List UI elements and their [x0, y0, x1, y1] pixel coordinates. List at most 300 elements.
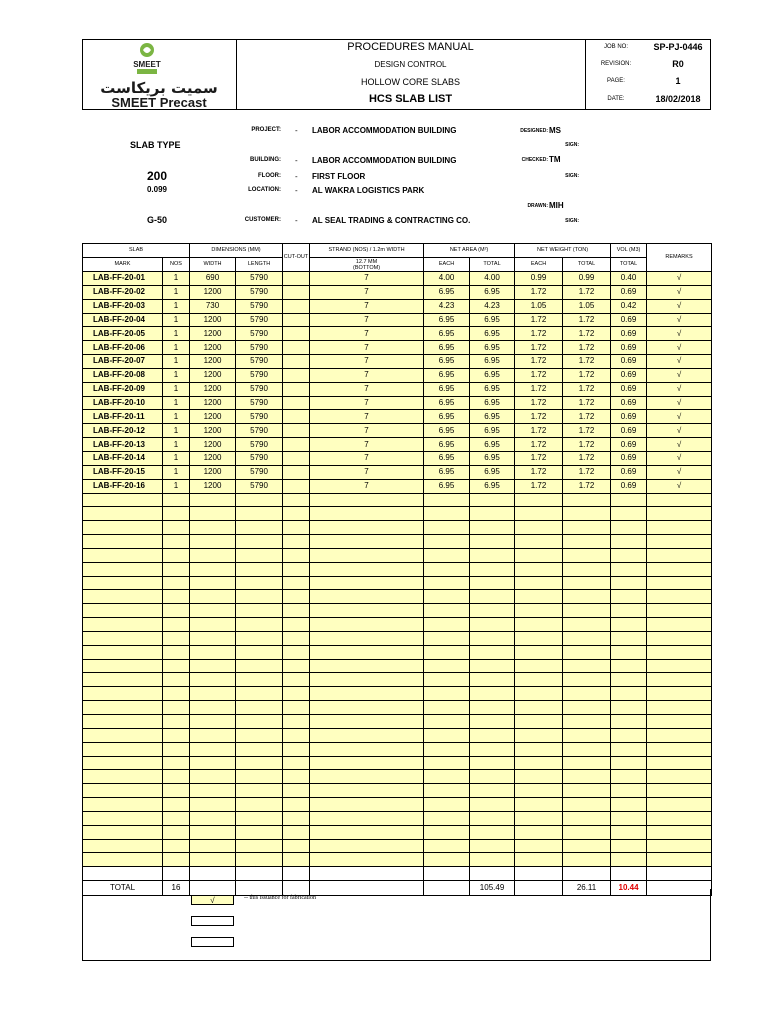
empty-cell: [563, 839, 611, 853]
cell-area-each: 6.95: [424, 479, 470, 493]
cell-cutout: [283, 438, 310, 452]
empty-cell: [515, 590, 563, 604]
empty-cell: [163, 853, 190, 867]
cell-mark: LAB-FF-20-05: [83, 327, 163, 341]
cell-vol-total: 0.69: [611, 341, 647, 355]
empty-cell: [236, 853, 283, 867]
empty-cell: [611, 631, 647, 645]
empty-cell: [424, 770, 470, 784]
checked-value: TM: [549, 155, 561, 164]
empty-cell: [236, 645, 283, 659]
empty-cell: [83, 673, 163, 687]
cell-cutout: [283, 355, 310, 369]
empty-cell: [424, 562, 470, 576]
cell-area-total: 6.95: [470, 368, 515, 382]
empty-cell: [310, 618, 424, 632]
empty-cell: [310, 715, 424, 729]
empty-table-row: [83, 576, 712, 590]
floor-value: FIRST FLOOR: [312, 172, 366, 181]
empty-cell: [163, 687, 190, 701]
empty-cell: [424, 853, 470, 867]
cell-nos: 1: [163, 285, 190, 299]
header-title-cell: [236, 40, 586, 109]
empty-cell: [470, 784, 515, 798]
empty-cell: [190, 618, 236, 632]
empty-cell: [470, 562, 515, 576]
empty-cell: [424, 825, 470, 839]
cell-weight-each: 1.72: [515, 341, 563, 355]
empty-cell: [611, 673, 647, 687]
empty-cell: [424, 756, 470, 770]
cell-remarks: √: [647, 299, 712, 313]
empty-cell: [515, 631, 563, 645]
cell-cutout: [283, 341, 310, 355]
job-no-value: SP-PJ-0446: [653, 42, 703, 52]
empty-cell: [310, 825, 424, 839]
empty-cell: [190, 784, 236, 798]
cutout-header: CUT-OUT: [283, 244, 310, 272]
empty-cell: [611, 590, 647, 604]
page-label: PAGE:: [607, 78, 625, 84]
empty-cell: [310, 728, 424, 742]
empty-cell: [515, 604, 563, 618]
cell-nos: 1: [163, 355, 190, 369]
empty-cell: [424, 798, 470, 812]
cell-mark: LAB-FF-20-15: [83, 465, 163, 479]
empty-cell: [515, 770, 563, 784]
slab-type-label: SLAB TYPE: [130, 140, 181, 150]
cell-area-total: 6.95: [470, 313, 515, 327]
empty-cell: [563, 687, 611, 701]
empty-cell: [647, 687, 712, 701]
cell-weight-total: 1.72: [563, 465, 611, 479]
empty-cell: [83, 811, 163, 825]
empty-cell: [236, 548, 283, 562]
empty-cell: [470, 604, 515, 618]
blank-cell: [190, 867, 236, 881]
cell-length: 5790: [236, 299, 283, 313]
blank-cell: [470, 867, 515, 881]
empty-cell: [190, 645, 236, 659]
blank-row: [83, 867, 712, 881]
remarks-header: REMARKS: [647, 244, 712, 272]
project-label: PROJECT:: [251, 127, 281, 133]
cell-strand: 7: [310, 355, 424, 369]
empty-checkbox-1[interactable]: [191, 916, 234, 926]
cell-mark: LAB-FF-20-07: [83, 355, 163, 369]
empty-cell: [163, 839, 190, 853]
empty-cell: [611, 659, 647, 673]
cell-length: 5790: [236, 396, 283, 410]
area-total-header: TOTAL: [470, 258, 515, 272]
cell-weight-each: 1.72: [515, 451, 563, 465]
cell-weight-each: 1.72: [515, 327, 563, 341]
empty-table-row: [83, 493, 712, 507]
empty-cell: [83, 535, 163, 549]
empty-cell: [163, 535, 190, 549]
empty-cell: [236, 493, 283, 507]
empty-checkbox-2[interactable]: [191, 937, 234, 947]
empty-cell: [611, 618, 647, 632]
designed-sign-label: SIGN:: [565, 142, 579, 148]
cell-mark: LAB-FF-20-09: [83, 382, 163, 396]
empty-cell: [424, 742, 470, 756]
empty-cell: [163, 604, 190, 618]
empty-cell: [163, 701, 190, 715]
empty-cell: [83, 798, 163, 812]
empty-cell: [283, 604, 310, 618]
empty-cell: [283, 728, 310, 742]
cell-strand: 7: [310, 479, 424, 493]
cell-area-total: 6.95: [470, 465, 515, 479]
empty-cell: [647, 604, 712, 618]
length-header: LENGTH: [236, 258, 283, 272]
empty-cell: [283, 631, 310, 645]
designed-value: MS: [549, 126, 561, 135]
cell-vol-total: 0.69: [611, 285, 647, 299]
empty-cell: [283, 798, 310, 812]
empty-table-row: [83, 618, 712, 632]
cell-strand: 7: [310, 285, 424, 299]
cell-area-total: 6.95: [470, 451, 515, 465]
empty-table-row: [83, 590, 712, 604]
table-sub-header-row: [83, 258, 712, 272]
empty-cell: [611, 756, 647, 770]
empty-cell: [563, 604, 611, 618]
cell-vol-total: 0.40: [611, 272, 647, 286]
cell-strand: 7: [310, 272, 424, 286]
cell-length: 5790: [236, 465, 283, 479]
customer-dash: -: [295, 216, 298, 225]
empty-cell: [83, 507, 163, 521]
empty-table-row: [83, 687, 712, 701]
blank-cell: [163, 867, 190, 881]
empty-cell: [236, 811, 283, 825]
empty-table-row: [83, 715, 712, 729]
table-row: [83, 451, 712, 465]
cell-cutout: [283, 272, 310, 286]
cell-remarks: √: [647, 313, 712, 327]
cell-weight-each: 0.99: [515, 272, 563, 286]
table-row: [83, 396, 712, 410]
empty-cell: [190, 742, 236, 756]
empty-cell: [163, 576, 190, 590]
blank-cell: [563, 867, 611, 881]
empty-cell: [83, 784, 163, 798]
empty-cell: [647, 701, 712, 715]
empty-cell: [236, 659, 283, 673]
empty-cell: [163, 742, 190, 756]
empty-cell: [310, 784, 424, 798]
weight-total-header: TOTAL: [563, 258, 611, 272]
empty-cell: [283, 548, 310, 562]
cell-width: 1200: [190, 465, 236, 479]
empty-cell: [283, 521, 310, 535]
empty-cell: [283, 659, 310, 673]
empty-cell: [236, 687, 283, 701]
project-info: [82, 118, 711, 230]
empty-cell: [515, 673, 563, 687]
empty-cell: [83, 562, 163, 576]
empty-cell: [163, 631, 190, 645]
location-dash: -: [295, 186, 298, 195]
cell-mark: LAB-FF-20-16: [83, 479, 163, 493]
cell-cutout: [283, 396, 310, 410]
empty-cell: [424, 811, 470, 825]
empty-cell: [515, 521, 563, 535]
location-value: AL WAKRA LOGISTICS PARK: [312, 186, 425, 195]
empty-cell: [470, 825, 515, 839]
empty-cell: [190, 798, 236, 812]
table-row: [83, 299, 712, 313]
empty-cell: [163, 770, 190, 784]
cell-strand: 7: [310, 313, 424, 327]
cell-width: 1200: [190, 438, 236, 452]
empty-cell: [163, 825, 190, 839]
empty-cell: [424, 493, 470, 507]
empty-cell: [310, 535, 424, 549]
table-row: [83, 327, 712, 341]
empty-cell: [647, 673, 712, 687]
cell-remarks: √: [647, 368, 712, 382]
empty-table-row: [83, 604, 712, 618]
empty-cell: [83, 590, 163, 604]
blank-cell: [83, 867, 163, 881]
empty-cell: [647, 715, 712, 729]
empty-cell: [515, 839, 563, 853]
revision-label: REVISION:: [600, 61, 632, 67]
cell-cutout: [283, 368, 310, 382]
cell-area-total: 6.95: [470, 382, 515, 396]
empty-cell: [563, 673, 611, 687]
cell-weight-each: 1.72: [515, 313, 563, 327]
empty-cell: [83, 728, 163, 742]
empty-cell: [515, 548, 563, 562]
date-value: 18/02/2018: [655, 94, 701, 104]
cell-cutout: [283, 410, 310, 424]
empty-cell: [424, 839, 470, 853]
empty-cell: [515, 493, 563, 507]
table-row: [83, 355, 712, 369]
empty-cell: [515, 715, 563, 729]
cell-width: 1200: [190, 327, 236, 341]
empty-cell: [190, 673, 236, 687]
cell-vol-total: 0.69: [611, 410, 647, 424]
empty-cell: [647, 728, 712, 742]
empty-cell: [470, 701, 515, 715]
empty-cell: [515, 742, 563, 756]
cell-width: 1200: [190, 479, 236, 493]
empty-cell: [190, 687, 236, 701]
blank-cell: [515, 867, 563, 881]
cell-vol-total: 0.69: [611, 368, 647, 382]
cell-mark: LAB-FF-20-04: [83, 313, 163, 327]
cell-remarks: √: [647, 285, 712, 299]
empty-cell: [611, 493, 647, 507]
building-label: BUILDING:: [250, 157, 281, 163]
empty-cell: [283, 687, 310, 701]
empty-cell: [283, 839, 310, 853]
empty-cell: [310, 798, 424, 812]
fabrication-checkbox[interactable]: √: [191, 895, 234, 905]
empty-cell: [470, 548, 515, 562]
cell-weight-each: 1.05: [515, 299, 563, 313]
empty-cell: [190, 590, 236, 604]
mark-header: MARK: [83, 258, 163, 272]
cell-length: 5790: [236, 313, 283, 327]
empty-cell: [563, 742, 611, 756]
empty-cell: [515, 853, 563, 867]
blank-cell: [611, 867, 647, 881]
empty-cell: [83, 631, 163, 645]
cell-weight-total: 1.72: [563, 479, 611, 493]
job-no-row: [586, 40, 710, 57]
cell-area-each: 6.95: [424, 313, 470, 327]
blank-cell: [647, 867, 712, 881]
empty-cell: [190, 715, 236, 729]
slab-group-header: SLAB: [83, 244, 190, 258]
empty-cell: [190, 701, 236, 715]
empty-cell: [283, 535, 310, 549]
empty-cell: [563, 770, 611, 784]
empty-cell: [163, 659, 190, 673]
empty-cell: [515, 535, 563, 549]
empty-cell: [163, 521, 190, 535]
cell-weight-each: 1.72: [515, 382, 563, 396]
empty-cell: [236, 507, 283, 521]
cell-remarks: √: [647, 396, 712, 410]
table-row: [83, 438, 712, 452]
table-row: [83, 465, 712, 479]
empty-cell: [236, 590, 283, 604]
empty-cell: [563, 645, 611, 659]
empty-cell: [283, 811, 310, 825]
cell-length: 5790: [236, 272, 283, 286]
cell-remarks: √: [647, 327, 712, 341]
cell-area-total: 6.95: [470, 327, 515, 341]
document-title: HCS SLAB LIST: [368, 93, 453, 105]
empty-cell: [163, 507, 190, 521]
empty-cell: [310, 701, 424, 715]
empty-cell: [470, 645, 515, 659]
drawn-label: DRAWN:: [527, 203, 548, 209]
empty-cell: [310, 770, 424, 784]
cell-area-total: 6.95: [470, 410, 515, 424]
empty-cell: [83, 839, 163, 853]
empty-cell: [515, 562, 563, 576]
empty-cell: [83, 701, 163, 715]
cell-area-each: 4.00: [424, 272, 470, 286]
cell-length: 5790: [236, 355, 283, 369]
cell-area-total: 4.23: [470, 299, 515, 313]
slab-thickness: 200: [146, 169, 168, 183]
empty-cell: [424, 507, 470, 521]
empty-cell: [83, 618, 163, 632]
cell-length: 5790: [236, 424, 283, 438]
cell-strand: 7: [310, 465, 424, 479]
cell-remarks: √: [647, 465, 712, 479]
cell-area-each: 6.95: [424, 382, 470, 396]
empty-cell: [236, 521, 283, 535]
cell-nos: 1: [163, 396, 190, 410]
empty-cell: [283, 618, 310, 632]
smeet-logo-icon: [83, 40, 236, 109]
empty-cell: [647, 521, 712, 535]
empty-cell: [163, 493, 190, 507]
empty-table-row: [83, 853, 712, 867]
empty-table-row: [83, 742, 712, 756]
blank-cell: [236, 867, 283, 881]
empty-cell: [563, 701, 611, 715]
cell-strand: 7: [310, 368, 424, 382]
cell-width: 1200: [190, 285, 236, 299]
section-title: DESIGN CONTROL: [374, 60, 447, 69]
table-row: [83, 410, 712, 424]
empty-cell: [470, 756, 515, 770]
empty-table-row: [83, 701, 712, 715]
cell-nos: 1: [163, 382, 190, 396]
cell-weight-total: 1.72: [563, 285, 611, 299]
cell-weight-total: 1.72: [563, 382, 611, 396]
empty-cell: [163, 590, 190, 604]
empty-cell: [647, 742, 712, 756]
empty-cell: [424, 659, 470, 673]
empty-table-row: [83, 728, 712, 742]
empty-cell: [283, 576, 310, 590]
project-value: LABOR ACCOMMODATION BUILDING: [312, 126, 457, 135]
empty-table-row: [83, 562, 712, 576]
cell-cutout: [283, 465, 310, 479]
revision-value: R0: [672, 59, 684, 69]
customer-label: CUSTOMER:: [244, 217, 281, 223]
cell-cutout: [283, 285, 310, 299]
cell-nos: 1: [163, 299, 190, 313]
cell-area-each: 6.95: [424, 424, 470, 438]
cell-area-total: 6.95: [470, 396, 515, 410]
empty-cell: [236, 631, 283, 645]
cell-weight-total: 1.72: [563, 410, 611, 424]
cell-remarks: √: [647, 479, 712, 493]
empty-cell: [190, 562, 236, 576]
empty-cell: [470, 590, 515, 604]
empty-cell: [236, 742, 283, 756]
empty-cell: [563, 715, 611, 729]
cell-length: 5790: [236, 382, 283, 396]
cell-remarks: √: [647, 341, 712, 355]
company-logo: [83, 40, 237, 109]
cell-vol-total: 0.69: [611, 382, 647, 396]
empty-cell: [563, 825, 611, 839]
cell-vol-total: 0.69: [611, 396, 647, 410]
cell-nos: 1: [163, 479, 190, 493]
empty-cell: [283, 673, 310, 687]
empty-cell: [647, 756, 712, 770]
empty-cell: [236, 756, 283, 770]
cell-mark: LAB-FF-20-03: [83, 299, 163, 313]
cell-weight-each: 1.72: [515, 479, 563, 493]
cell-mark: LAB-FF-20-02: [83, 285, 163, 299]
empty-cell: [563, 798, 611, 812]
cell-nos: 1: [163, 438, 190, 452]
empty-cell: [515, 659, 563, 673]
cell-area-total: 6.95: [470, 424, 515, 438]
cell-vol-total: 0.69: [611, 479, 647, 493]
empty-cell: [611, 784, 647, 798]
cell-area-each: 6.95: [424, 368, 470, 382]
blank-cell: [424, 867, 470, 881]
empty-cell: [163, 715, 190, 729]
cell-nos: 1: [163, 368, 190, 382]
